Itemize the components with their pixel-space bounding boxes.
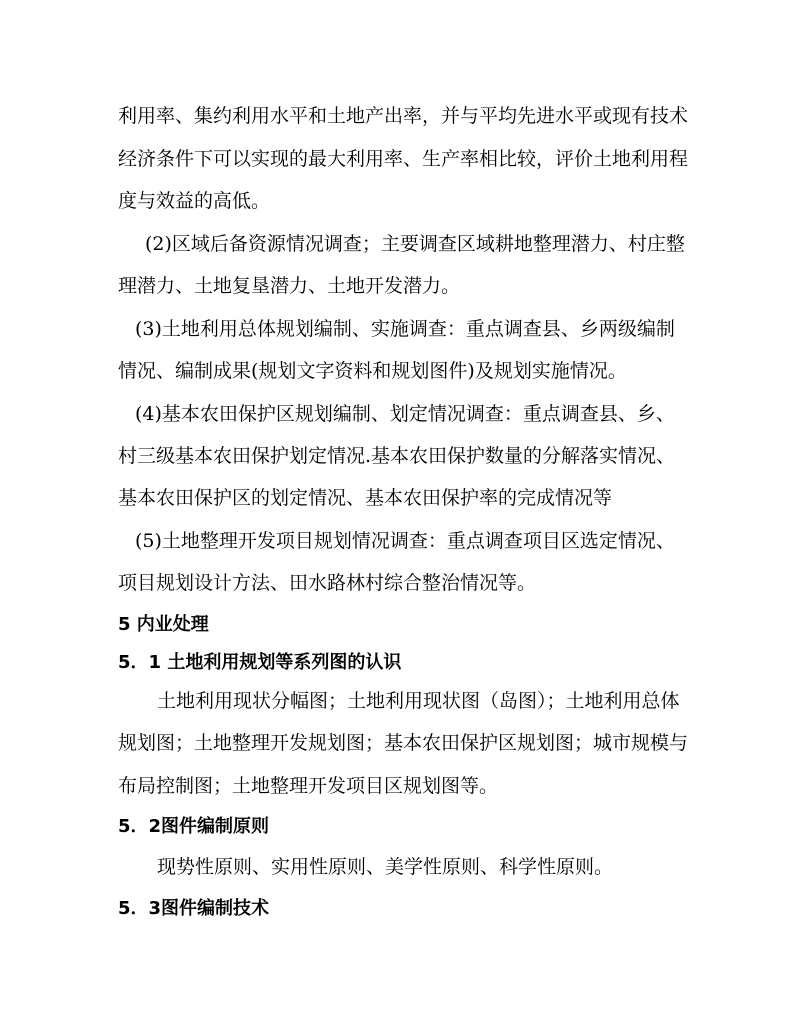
section-heading-5-3: 5．3图件编制技术 [118,898,270,919]
text-line-6: (3)土地利用总体规划编制、实施调查：重点调查县、乡两级编制 [135,318,675,340]
text-line-9: 村三级基本农田保护划定情况.基本农田保护数量的分解落实情况、 [118,445,676,467]
text-line-5: 理潜力、土地复垦潜力、土地开发潜力。 [118,275,461,297]
text-line-8: (4)基本农田保护区规划编制、划定情况调查：重点调查县、乡、 [135,403,675,425]
text-line-10: 基本农田保护区的划定情况、基本农田保护率的完成情况等 [118,487,613,509]
text-line-13: 土地利用现状分幅图；土地利用现状图（岛图）；土地利用总体 [157,690,680,712]
section-heading-5: 5 内业处理 [118,614,209,635]
section-heading-5-2: 5．2图件编制原则 [118,816,270,837]
text-line-3: 度与效益的高低。 [118,190,271,212]
text-line-7: 情况、编制成果(规划文字资料和规划图件)及规划实施情况。 [118,360,627,382]
section-heading-5-1: 5．1 土地利用规划等系列图的认识 [118,652,402,673]
text-line-16: 现势性原则、实用性原则、美学性原则、科学性原则。 [157,856,614,878]
text-line-12: 项目规划设计方法、田水路林村综合整治情况等。 [118,572,537,594]
text-line-14: 规划图；土地整理开发规划图；基本农田保护区规划图；城市规模与 [118,732,689,754]
text-line-15: 布局控制图；土地整理开发项目区规划图等。 [118,775,499,797]
text-line-1: 利用率、集约利用水平和土地产出率，并与平均先进水平或现有技术 [118,105,689,127]
text-line-11: (5)土地整理开发项目规划情况调查：重点调查项目区选定情况、 [135,530,675,552]
text-line-4: (2)区域后备资源情况调查；主要调查区域耕地整理潜力、村庄整 [145,233,685,255]
text-line-2: 经济条件下可以实现的最大利用率、生产率相比较，评价土地利用程 [118,148,689,170]
